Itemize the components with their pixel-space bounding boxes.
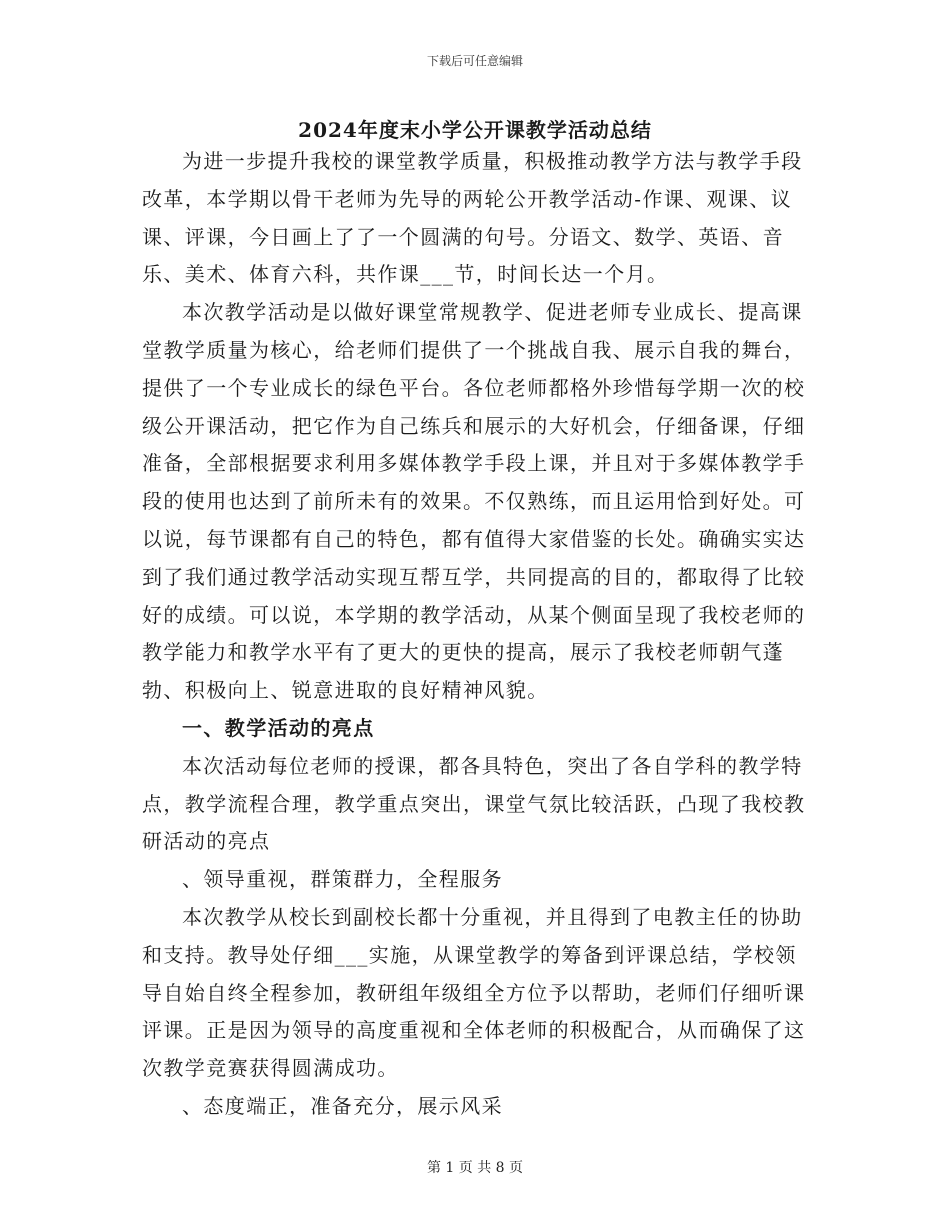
paragraph-highlights: 本次活动每位老师的授课，都各具特色，突出了各自学科的教学特点，教学流程合理，教学重点突出，课堂气氛比较活跃，凸现了我校教研活动的亮点: [142, 753, 806, 854]
paragraph-leadership: 本次教学从校长到副校长都十分重视，并且得到了电教主任的协助和支持。教导处仔细___实施，从课堂教学的筹备到评课总结，学校领导自始自终全程参加，教研组年级组全方位予以帮助，老师们仔细听课评课。正是因为领导的高度重视和全体老师的积极配合，从而确保了这次教学竞赛获得圆满成功。: [142, 904, 806, 1081]
document-body: [142, 143, 808, 1126]
paragraph-core: 本次教学活动是以做好课堂常规教学、促进老师专业成长、提高课堂教学质量为核心，给老师们提供了一个挑战自我、展示自我的舞台，提供了一个专业成长的绿色平台。各位老师都格外珍惜每学期一次的校级公开课活动，把它作为自己练兵和展示的大好机会，仔细备课，仔细准备，全部根据要求利用多媒体教学手段上课，并且对于多媒体教学手段的使用也达到了前所未有的效果。不仅熟练，而且运用恰到好处。可以说，每节课都有自己的特色，都有值得大家借鉴的长处。确确实实达到了我们通过教学活动实现互帮互学，共同提高的目的，都取得了比较好的成绩。可以说，本学期的教学活动，从某个侧面呈现了我校老师的教学能力和教学水平有了更大的更快的提高，展示了我校老师朝气蓬勃、积极向上、锐意进取的良好精神风貌。: [142, 300, 806, 703]
header-note: 下载后可任意编辑: [426, 54, 523, 68]
subheading-attitude: 、态度端正，准备充分，展示风采: [182, 1093, 503, 1118]
page-number: 第 1 页 共 8 页: [426, 1160, 524, 1176]
paragraph-intro: 为进一步提升我校的课堂教学质量，积极推动教学方法与教学手段改革，本学期以骨干老师为先导的两轮公开教学活动-作课、观课、议课、评课，今日画上了了一个圆满的句号。分语文、数学、英语、音乐、美术、体育六科，共作课___节，时间长达一个月。: [142, 149, 803, 287]
document-title: 2024年度末小学公开课教学活动总结: [298, 118, 652, 142]
section-heading-highlights: 一、教学活动的亮点: [182, 715, 375, 740]
subheading-leadership: 、领导重视，群策群力，全程服务: [182, 867, 503, 892]
